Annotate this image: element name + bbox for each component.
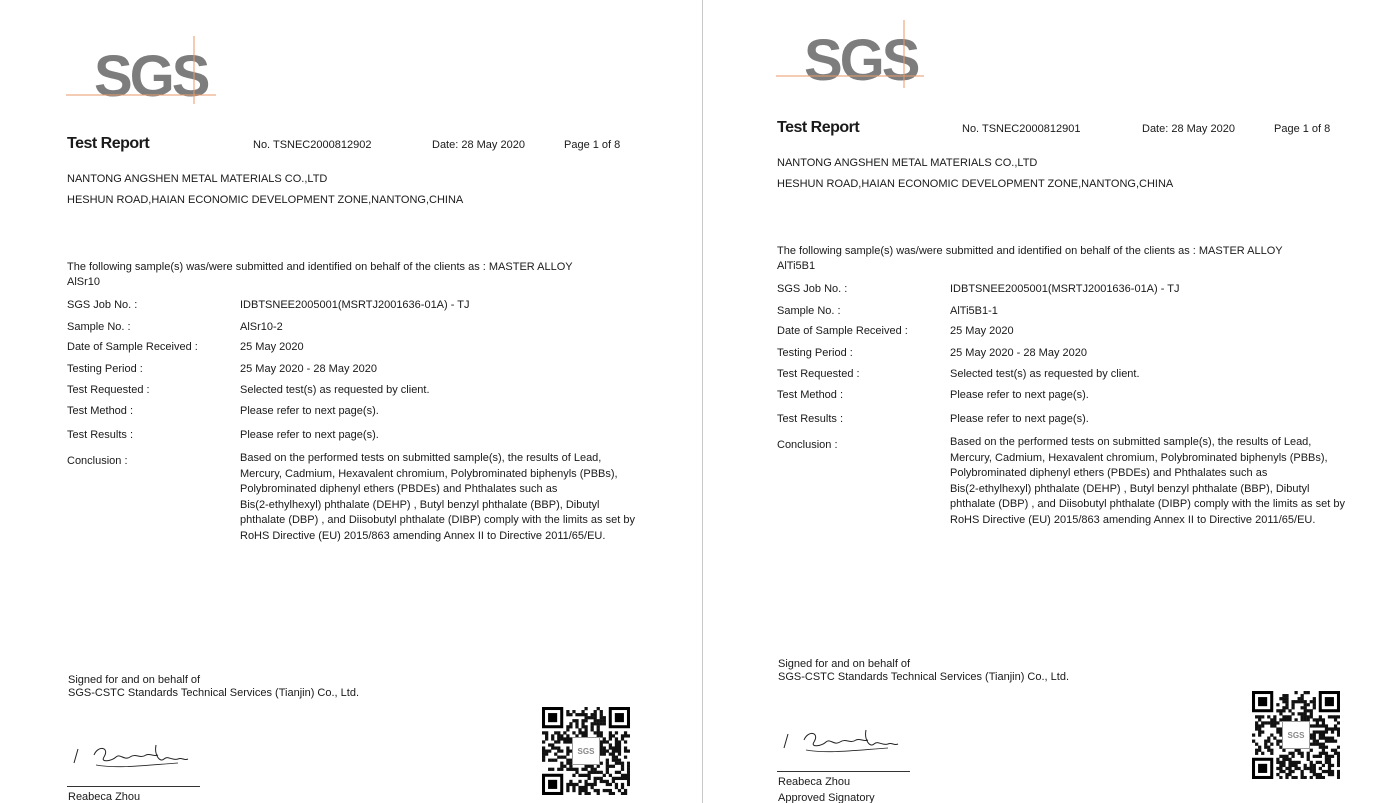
signed-for: Signed for and on behalf of <box>68 674 201 686</box>
signatory-name: Reabeca Zhou <box>68 791 141 803</box>
field-label: SGS Job No. : <box>777 283 848 295</box>
field-label: Testing Period : <box>67 363 143 375</box>
qr-center-logo: SGS <box>1282 721 1310 749</box>
field-value: AlTi5B1-1 <box>950 305 998 317</box>
field-value: 25 May 2020 - 28 May 2020 <box>950 347 1087 359</box>
conclusion-line: phthalate (DBP) , and Diisobutyl phthalate (DIBP) comply with the limits as set by <box>950 498 1345 510</box>
conclusion-line: phthalate (DBP) , and Diisobutyl phthalate (DIBP) comply with the limits as set by <box>240 514 635 526</box>
field-value: 25 May 2020 - 28 May 2020 <box>240 363 377 375</box>
conclusion-text <box>240 451 680 544</box>
field-value: Please refer to next page(s). <box>950 389 1089 401</box>
signing-company: SGS-CSTC Standards Technical Services (Tianjin) Co., Ltd. <box>68 687 360 699</box>
sample-intro: The following sample(s) was/were submitted and identified on behalf of the clients as : MASTER ALLOY <box>777 245 1283 257</box>
field-value: Please refer to next page(s). <box>950 413 1089 425</box>
conclusion-line: Polybrominated diphenyl ethers (PBDEs) and Phthalates such as <box>240 483 558 495</box>
field-value: 25 May 2020 <box>950 325 1014 337</box>
report-date: Date: 28 May 2020 <box>1142 123 1235 135</box>
report-title: Test Report <box>777 119 860 136</box>
sample-name: AlSr10 <box>67 276 101 288</box>
report-page-2 <box>710 0 1400 803</box>
sgs-logo-text: SGS <box>94 44 208 106</box>
field-value: IDBTSNEE2005001(MSRTJ2001636-01A) - TJ <box>950 283 1180 295</box>
conclusion-line: Based on the performed tests on submitted sample(s), the results of Lead, <box>240 452 602 464</box>
field-value: Selected test(s) as requested by client. <box>950 368 1140 380</box>
sgs-logo <box>66 34 216 106</box>
report-title: Test Report <box>67 135 150 152</box>
client-name: NANTONG ANGSHEN METAL MATERIALS CO.,LTD <box>777 157 1038 169</box>
qr-code <box>542 707 630 795</box>
sgs-logo-text: SGS <box>804 28 918 90</box>
conclusion-line: Bis(2-ethylhexyl) phthalate (DEHP) , Butyl benzyl phthalate (BBP), Dibutyl <box>240 498 600 511</box>
signature-image <box>778 720 908 760</box>
field-label: Testing Period : <box>777 347 853 359</box>
conclusion-label: Conclusion : <box>777 439 838 451</box>
page-divider <box>702 0 703 803</box>
page-number: Page 1 of 8 <box>564 139 621 151</box>
field-value: Please refer to next page(s). <box>240 405 379 417</box>
conclusion-text <box>950 435 1390 528</box>
client-name: NANTONG ANGSHEN METAL MATERIALS CO.,LTD <box>67 173 328 185</box>
field-label: Test Method : <box>777 389 844 401</box>
report-date: Date: 28 May 2020 <box>432 139 525 151</box>
conclusion-line: RoHS Directive (EU) 2015/863 amending Annex II to Directive 2011/65/EU. <box>950 513 1316 526</box>
conclusion-label: Conclusion : <box>67 455 128 467</box>
field-label: Sample No. : <box>67 321 131 333</box>
sample-intro: The following sample(s) was/were submitted and identified on behalf of the clients as : MASTER ALLOY <box>67 261 573 273</box>
signatory-name: Reabeca Zhou <box>778 776 851 788</box>
field-label: Test Results : <box>67 429 134 441</box>
conclusion-line: RoHS Directive (EU) 2015/863 amending Annex II to Directive 2011/65/EU. <box>240 529 606 542</box>
conclusion-line: Polybrominated diphenyl ethers (PBDEs) and Phthalates such as <box>950 467 1268 479</box>
field-value: 25 May 2020 <box>240 341 304 353</box>
field-label: Test Method : <box>67 405 134 417</box>
field-label: SGS Job No. : <box>67 299 138 311</box>
client-address: HESHUN ROAD,HAIAN ECONOMIC DEVELOPMENT ZONE,NANTONG,CHINA <box>777 178 1174 190</box>
field-label: Sample No. : <box>777 305 841 317</box>
conclusion-line: Mercury, Cadmium, Hexavalent chromium, Polybrominated biphenyls (PBBs), <box>950 451 1328 464</box>
qr-center-logo: SGS <box>572 737 600 765</box>
conclusion-line: Bis(2-ethylhexyl) phthalate (DEHP) , Butyl benzyl phthalate (BBP), Dibutyl <box>950 482 1310 495</box>
signed-for: Signed for and on behalf of <box>778 658 911 670</box>
report-number: No. TSNEC2000812901 <box>962 123 1081 135</box>
field-value: AlSr10-2 <box>240 321 283 333</box>
report-number: No. TSNEC2000812902 <box>253 139 372 151</box>
field-label: Date of Sample Received : <box>67 341 198 353</box>
signing-company: SGS-CSTC Standards Technical Services (Tianjin) Co., Ltd. <box>778 671 1070 683</box>
field-label: Date of Sample Received : <box>777 325 908 337</box>
field-label: Test Requested : <box>67 384 150 396</box>
qr-code <box>1252 691 1340 779</box>
signatory-title: Approved Signatory <box>778 792 875 803</box>
client-address: HESHUN ROAD,HAIAN ECONOMIC DEVELOPMENT ZONE,NANTONG,CHINA <box>67 194 464 206</box>
signature-image <box>68 735 198 775</box>
page-number: Page 1 of 8 <box>1274 123 1331 135</box>
sample-name: AlTi5B1 <box>777 260 816 272</box>
signature-line <box>777 771 910 772</box>
field-value: IDBTSNEE2005001(MSRTJ2001636-01A) - TJ <box>240 299 470 311</box>
conclusion-line: Based on the performed tests on submitted sample(s), the results of Lead, <box>950 436 1312 448</box>
field-value: Please refer to next page(s). <box>240 429 379 441</box>
field-label: Test Requested : <box>777 368 860 380</box>
sgs-logo <box>776 18 926 90</box>
signature-line <box>67 786 200 787</box>
field-label: Test Results : <box>777 413 844 425</box>
conclusion-line: Mercury, Cadmium, Hexavalent chromium, Polybrominated biphenyls (PBBs), <box>240 467 618 480</box>
field-value: Selected test(s) as requested by client. <box>240 384 430 396</box>
